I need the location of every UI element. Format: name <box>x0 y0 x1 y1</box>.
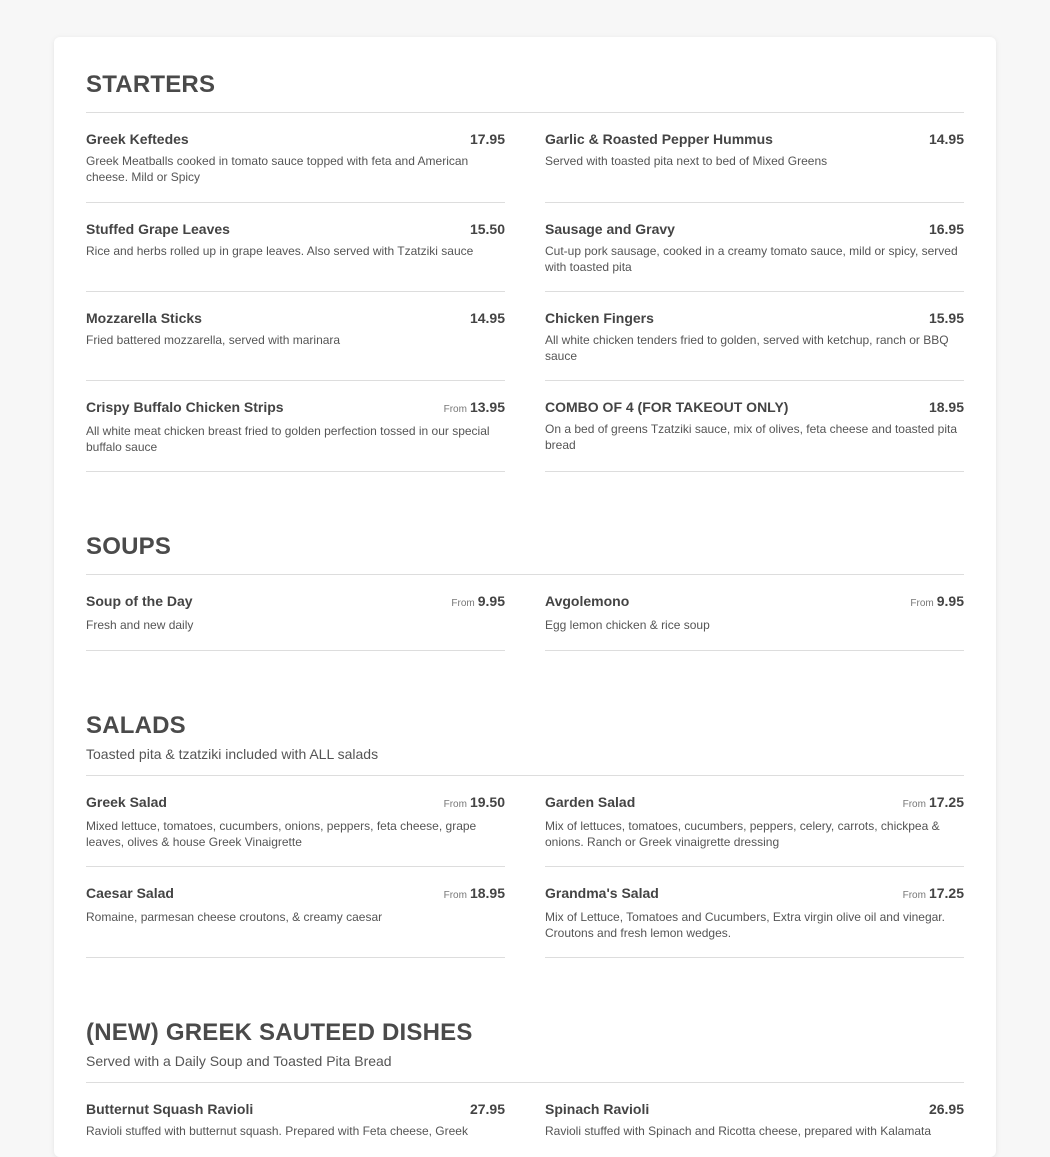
item-price: 14.95 <box>469 310 505 326</box>
price-value: 17.25 <box>928 793 964 810</box>
item-name: Greek Salad <box>86 793 167 810</box>
menu-item[interactable] <box>86 203 505 292</box>
item-name: Sausage and Gravy <box>545 221 675 237</box>
item-name: Garlic & Roasted Pepper Hummus <box>545 131 773 147</box>
item-description: All white meat chicken breast fried to golden perfection tossed in our special buffalo sauce <box>86 424 490 454</box>
menu-item[interactable] <box>86 867 505 958</box>
section-title: (NEW) GREEK SAUTEED DISHES <box>86 1018 473 1046</box>
item-name: Spinach Ravioli <box>545 1100 650 1117</box>
item-description: Mix of lettuces, tomatoes, cucumbers, peppers, celery, carrots, chickpea & onions. Ranch or Greek vinaigrette dressing <box>545 818 940 849</box>
section-starters <box>86 37 964 472</box>
price-value: 18.95 <box>469 884 505 901</box>
item-name: Greek Keftedes <box>86 131 189 147</box>
menu-item[interactable] <box>86 381 505 472</box>
price-from-label: From <box>910 598 934 609</box>
item-description: Greek Meatballs cooked in tomato sauce topped with feta and American cheese. Mild or Spicy <box>86 154 469 184</box>
item-name: COMBO OF 4 (FOR TAKEOUT ONLY) <box>545 399 789 415</box>
price-from-label: From <box>443 798 467 810</box>
menu-item[interactable] <box>545 867 964 958</box>
section-subtitle: Toasted pita & tzatziki included with ALL salads <box>86 746 379 762</box>
section-salads <box>86 651 964 958</box>
item-price <box>451 593 505 609</box>
menu-item[interactable] <box>545 292 964 381</box>
menu-item[interactable] <box>86 1083 505 1157</box>
menu-item[interactable] <box>545 1083 964 1157</box>
menu-grid <box>86 575 964 651</box>
menu-grid <box>86 776 964 958</box>
price-value: 13.95 <box>469 399 505 415</box>
price-from-label: From <box>902 798 926 810</box>
section-title: STARTERS <box>86 71 216 98</box>
item-name: Garden Salad <box>545 793 636 810</box>
price-from-label: From <box>443 889 467 901</box>
item-price: 17.95 <box>469 131 505 147</box>
price-value: 9.95 <box>936 593 964 609</box>
item-description: All white chicken tenders fried to golden, served with ketchup, ranch or BBQ sauce <box>545 333 949 363</box>
menu-item[interactable] <box>86 575 505 651</box>
item-description: Ravioli stuffed with Spinach and Ricotta cheese, prepared with Kalamata <box>545 1123 931 1138</box>
item-name: Avgolemono <box>545 593 630 609</box>
item-description: Romaine, parmesan cheese croutons, & creamy caesar <box>86 909 383 924</box>
menu-item[interactable] <box>86 776 505 867</box>
item-price <box>444 885 505 901</box>
item-price: 16.95 <box>928 221 964 237</box>
price-from-label: From <box>451 598 475 609</box>
menu-item[interactable] <box>545 776 964 867</box>
item-description: Rice and herbs rolled up in grape leaves. Also served with Tzatziki sauce <box>86 244 474 258</box>
menu-card <box>54 37 996 1157</box>
menu-grid <box>86 1083 964 1157</box>
price-value: 9.95 <box>477 593 505 609</box>
item-name: Stuffed Grape Leaves <box>86 221 230 237</box>
item-price: 14.95 <box>928 131 964 147</box>
item-price: 15.95 <box>928 310 964 326</box>
item-price: 26.95 <box>928 1100 964 1117</box>
item-price: 27.95 <box>469 1100 505 1117</box>
item-description: Cut-up pork sausage, cooked in a creamy tomato sauce, mild or spicy, served with toasted pita <box>545 244 958 274</box>
menu-item[interactable] <box>545 575 964 651</box>
item-name: Soup of the Day <box>86 593 193 609</box>
item-description: Egg lemon chicken & rice soup <box>545 618 710 632</box>
price-from-label: From <box>443 404 467 415</box>
price-value: 17.25 <box>928 884 964 901</box>
item-description: Mixed lettuce, tomatoes, cucumbers, onions, peppers, feta cheese, grape leaves, olives & house Greek Vinaigrette <box>86 818 477 849</box>
section-soups <box>86 472 964 651</box>
item-price <box>444 794 505 810</box>
item-name: Grandma's Salad <box>545 884 659 901</box>
item-description: Fried battered mozzarella, served with marinara <box>86 333 341 347</box>
item-description: Mix of Lettuce, Tomatoes and Cucumbers, Extra virgin olive oil and vinegar. Croutons and fresh lemon wedges. <box>545 909 945 940</box>
item-description: On a bed of greens Tzatziki sauce, mix of olives, feta cheese and toasted pita bread <box>545 422 958 452</box>
menu-item[interactable] <box>545 113 964 203</box>
item-name: Chicken Fingers <box>545 310 654 326</box>
item-price <box>903 885 964 901</box>
menu-item[interactable] <box>545 203 964 292</box>
section-title: SALADS <box>86 712 186 739</box>
section-title: SOUPS <box>86 533 172 560</box>
menu-item[interactable] <box>86 292 505 381</box>
menu-item[interactable] <box>545 381 964 472</box>
item-price <box>444 399 505 415</box>
item-price <box>910 593 964 609</box>
price-value: 19.50 <box>469 793 505 810</box>
item-price: 15.50 <box>469 221 505 237</box>
item-price <box>903 794 964 810</box>
price-from-label: From <box>902 889 926 901</box>
item-price: 18.95 <box>928 399 964 415</box>
menu-grid <box>86 113 964 472</box>
menu-item[interactable] <box>86 113 505 203</box>
item-description: Served with toasted pita next to bed of Mixed Greens <box>545 154 828 168</box>
item-description: Ravioli stuffed with butternut squash. Prepared with Feta cheese, Greek <box>86 1123 468 1138</box>
section-subtitle: Served with a Daily Soup and Toasted Pita Bread <box>86 1052 392 1069</box>
item-name: Crispy Buffalo Chicken Strips <box>86 399 284 415</box>
item-name: Caesar Salad <box>86 884 174 901</box>
item-description: Fresh and new daily <box>86 618 194 632</box>
section-greek-sauteed-dishes <box>86 958 964 1157</box>
item-name: Butternut Squash Ravioli <box>86 1100 254 1117</box>
item-name: Mozzarella Sticks <box>86 310 202 326</box>
